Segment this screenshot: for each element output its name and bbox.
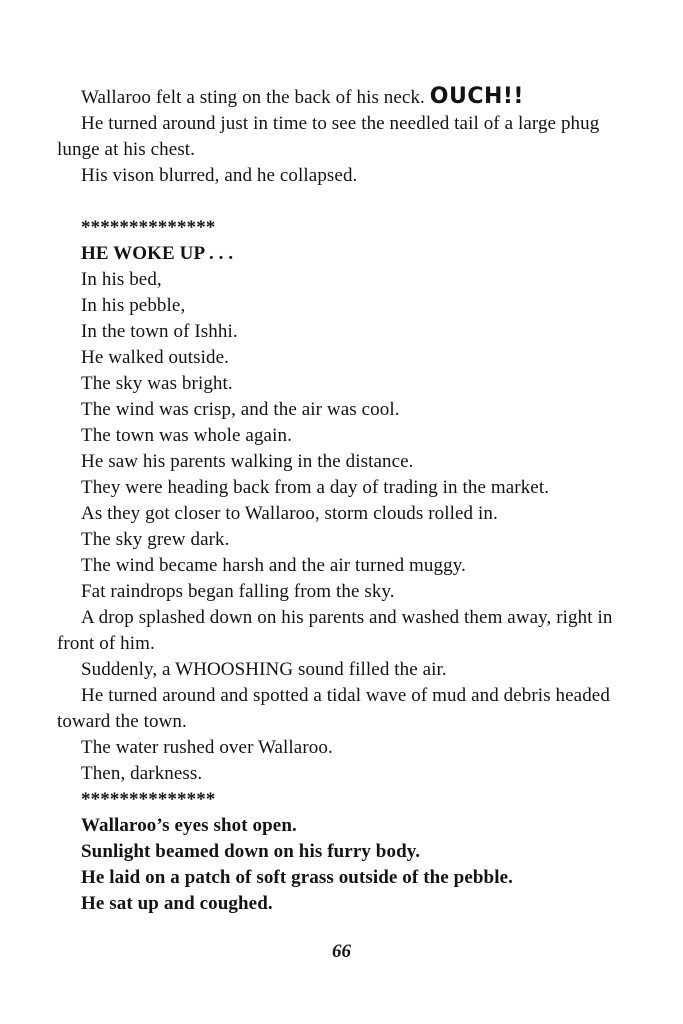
page-number: 66 bbox=[332, 941, 351, 962]
text-run: The town was whole again. bbox=[81, 425, 292, 446]
text-run: The sky was bright. bbox=[81, 373, 233, 394]
paragraph bbox=[57, 423, 626, 449]
text-run: Then, darkness. bbox=[81, 763, 203, 784]
text-run: HE WOKE UP . . . bbox=[81, 243, 234, 264]
paragraph bbox=[57, 293, 626, 319]
paragraph bbox=[57, 163, 626, 189]
paragraph bbox=[57, 865, 626, 891]
paragraph bbox=[57, 527, 626, 553]
paragraph bbox=[57, 657, 626, 683]
text-run: Suddenly, a WHOOSHING sound filled the air. bbox=[81, 659, 447, 680]
text-run: In the town of Ishhi. bbox=[81, 321, 238, 342]
text-run: The wind became harsh and the air turned muggy. bbox=[81, 555, 466, 576]
text-run: His vison blurred, and he collapsed. bbox=[81, 165, 358, 186]
shout-text: OUCH!! bbox=[429, 84, 524, 109]
text-run: Fat raindrops began falling from the sky. bbox=[81, 581, 395, 602]
text-run: He turned around just in time to see the needled tail of a large phug lunge at his chest. bbox=[57, 113, 600, 160]
text-run: He sat up and coughed. bbox=[81, 893, 273, 914]
paragraph bbox=[57, 449, 626, 475]
paragraph bbox=[57, 501, 626, 527]
text-run: Sunlight beamed down on his furry body. bbox=[81, 841, 421, 862]
paragraph bbox=[57, 579, 626, 605]
text-run: The sky grew dark. bbox=[81, 529, 230, 550]
paragraph bbox=[57, 84, 626, 111]
paragraph bbox=[57, 553, 626, 579]
paragraph bbox=[57, 319, 626, 345]
paragraph bbox=[57, 215, 626, 241]
text-run: He saw his parents walking in the distance. bbox=[81, 451, 414, 472]
text-run: In his pebble, bbox=[81, 295, 186, 316]
paragraph bbox=[57, 891, 626, 917]
paragraph bbox=[57, 267, 626, 293]
paragraph bbox=[57, 787, 626, 813]
text-run: ************** bbox=[81, 789, 216, 810]
paragraph bbox=[57, 475, 626, 501]
text-run: Wallaroo felt a sting on the back of his neck. bbox=[81, 87, 430, 108]
paragraph bbox=[57, 111, 626, 163]
text-run: He turned around and spotted a tidal wave of mud and debris headed toward the town. bbox=[57, 685, 610, 732]
text-run: He laid on a patch of soft grass outside of the pebble. bbox=[81, 867, 513, 888]
text-run: As they got closer to Wallaroo, storm clouds rolled in. bbox=[81, 503, 498, 524]
paragraph bbox=[57, 683, 626, 735]
paragraph bbox=[57, 813, 626, 839]
paragraph bbox=[57, 761, 626, 787]
text-run: He walked outside. bbox=[81, 347, 229, 368]
paragraph bbox=[57, 345, 626, 371]
paragraph bbox=[57, 605, 626, 657]
text-run: The water rushed over Wallaroo. bbox=[81, 737, 333, 758]
page-body bbox=[57, 84, 626, 917]
paragraph bbox=[57, 735, 626, 761]
text-run: The wind was crisp, and the air was cool. bbox=[81, 399, 400, 420]
text-run: In his bed, bbox=[81, 269, 162, 290]
paragraph bbox=[57, 397, 626, 423]
paragraph bbox=[57, 839, 626, 865]
paragraph bbox=[57, 241, 626, 267]
text-run: A drop splashed down on his parents and washed them away, right in front of him. bbox=[57, 607, 613, 654]
text-run: ************** bbox=[81, 217, 216, 238]
text-run: Wallaroo’s eyes shot open. bbox=[81, 815, 297, 836]
text-run: They were heading back from a day of trading in the market. bbox=[81, 477, 550, 498]
paragraph bbox=[57, 371, 626, 397]
